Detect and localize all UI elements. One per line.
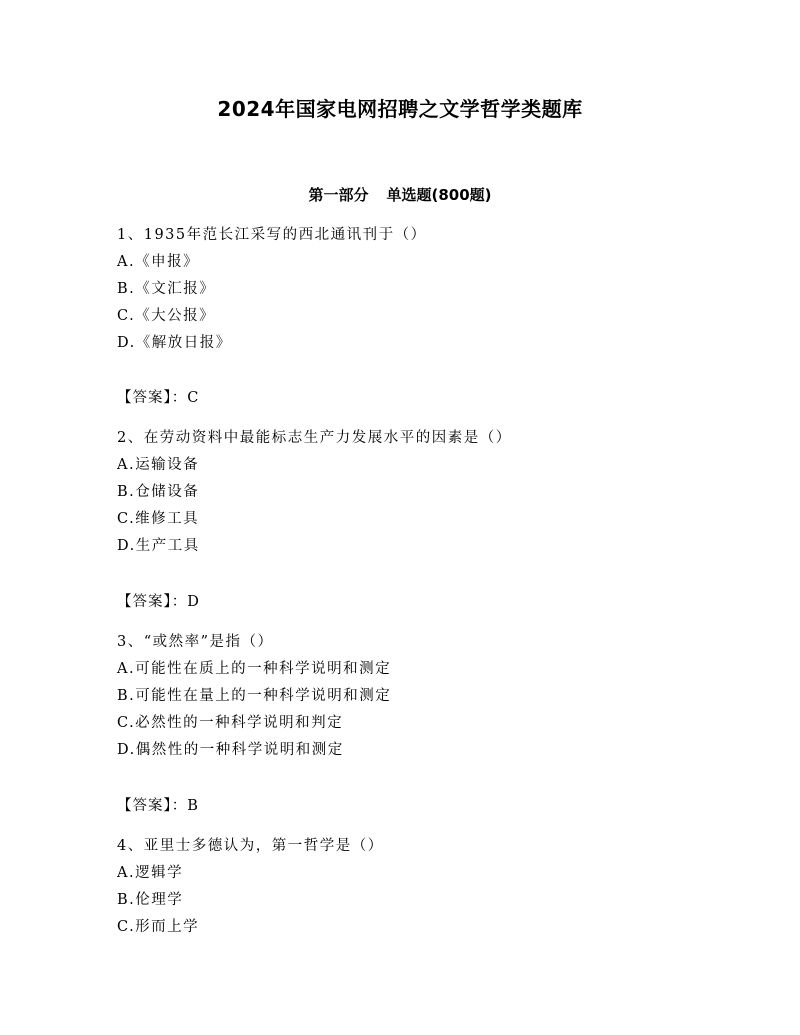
option-a: A.逻辑学 (117, 865, 184, 881)
section-type-label: 单选题(800题) (386, 186, 492, 204)
option-a: A.运输设备 (117, 457, 200, 473)
question-stem: 2、在劳动资料中最能标志生产力发展水平的因素是（） (117, 430, 512, 446)
option-b: B.可能性在量上的一种科学说明和测定 (117, 688, 392, 704)
option-b: B.《文汇报》 (117, 281, 216, 297)
section-title (0, 183, 800, 207)
question-block (117, 833, 717, 941)
option-c: C.维修工具 (117, 511, 200, 527)
option-d: D.《解放日报》 (117, 335, 232, 351)
option-c: C.形而上学 (117, 919, 200, 935)
section-part-label: 第一部分 (308, 186, 369, 204)
answer-line: 【答案】：B (117, 798, 199, 814)
option-b: B.伦理学 (117, 892, 184, 908)
option-c: C.必然性的一种科学说明和判定 (117, 715, 344, 731)
question-stem: 4、亚里士多德认为，第一哲学是（） (117, 838, 384, 854)
option-a: A.可能性在质上的一种科学说明和测定 (117, 661, 392, 677)
option-d: D.偶然性的一种科学说明和测定 (117, 742, 344, 758)
option-c: C.《大公报》 (117, 308, 216, 324)
answer-line: 【答案】：C (117, 390, 200, 406)
document-title: 2024年国家电网招聘之文学哲学类题库 (217, 97, 583, 121)
answer-line: 【答案】：D (117, 594, 200, 610)
option-b: B.仓储设备 (117, 484, 200, 500)
question-block (117, 629, 717, 764)
question-block (117, 222, 717, 357)
question-stem: 1、1935年范长江采写的西北通讯刊于（） (117, 227, 427, 243)
question-block (117, 425, 717, 560)
option-a: A.《申报》 (117, 254, 200, 270)
option-d: D.生产工具 (117, 538, 200, 554)
question-stem: 3、“或然率”是指（） (117, 634, 274, 650)
